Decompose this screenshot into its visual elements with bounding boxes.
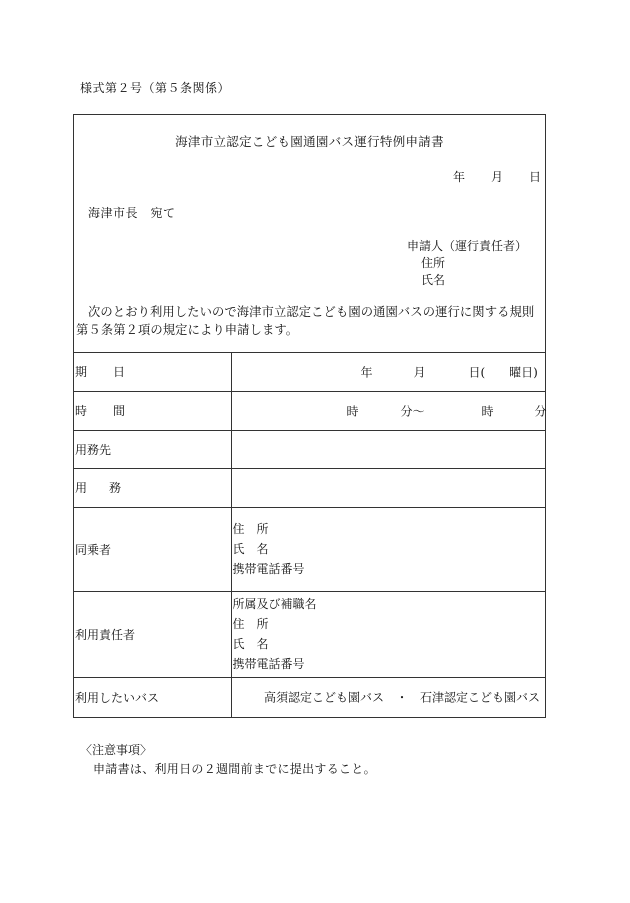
addressee: 海津市長 宛て <box>88 206 176 220</box>
business-label: 用務 <box>75 481 144 495</box>
applicant-block <box>407 238 527 289</box>
date-month-unit: 月 <box>413 365 426 380</box>
time-hour-from-unit: 時 <box>346 404 359 418</box>
bus-options: 高須認定こども園バス ・ 石津認定こども園バス <box>263 690 540 705</box>
date-year-label: 年 <box>453 170 466 184</box>
date-label: 期日 <box>75 365 152 380</box>
business-value-cell[interactable] <box>231 468 545 507</box>
business-label-cell <box>74 468 231 507</box>
responsible-value-cell[interactable] <box>231 591 545 677</box>
passenger-label: 同乗者 <box>75 542 112 557</box>
time-hour-to-unit: 時 <box>481 404 494 418</box>
date-month-label: 月 <box>491 170 504 184</box>
row-bus <box>74 677 545 717</box>
application-statement: 次のとおり利用したいので海津市立認定こども園の通園バスの運行に関する規則第５条第２項の規定により申請します。 <box>76 305 535 337</box>
application-form <box>73 114 546 718</box>
row-business <box>74 468 545 507</box>
form-title: 海津市立認定こども園通園バス運行特例申請書 <box>175 134 444 149</box>
date-value-cell[interactable] <box>231 353 545 391</box>
row-responsible <box>74 591 545 677</box>
date-year-unit: 年 <box>360 365 373 380</box>
responsible-phone-label: 携帯電話番号 <box>232 657 305 671</box>
passenger-value-cell[interactable] <box>231 507 545 591</box>
row-destination <box>74 430 545 468</box>
bus-value-cell[interactable] <box>231 677 545 717</box>
row-date <box>74 353 545 391</box>
row-passenger <box>74 507 545 591</box>
responsible-name-label: 氏 名 <box>232 637 269 651</box>
notes-body: 申請書は、利用日の２週間前までに提出すること。 <box>93 762 376 776</box>
application-fields-table <box>74 353 545 717</box>
responsible-position-label: 所属及び補職名 <box>232 597 317 611</box>
applicant-role: 申請人（運行責任者） <box>407 239 528 253</box>
date-day-weekday-unit: 日( 曜日) <box>468 365 538 380</box>
applicant-address-label: 住所 <box>421 256 446 270</box>
time-label: 時間 <box>75 404 152 418</box>
bus-label-cell <box>74 677 231 717</box>
time-minute-from-unit: 分～ <box>400 404 425 418</box>
application-date <box>453 168 543 184</box>
passenger-label-cell <box>74 507 231 591</box>
responsible-address-label: 住 所 <box>232 617 269 631</box>
time-label-cell <box>74 391 231 430</box>
form-number: 様式第２号（第５条関係） <box>80 81 231 95</box>
passenger-name-label: 氏 名 <box>232 542 269 556</box>
passenger-phone-label: 携帯電話番号 <box>232 562 305 576</box>
destination-label-cell <box>74 430 231 468</box>
responsible-label-cell <box>74 591 231 677</box>
applicant-name-label: 氏名 <box>421 273 446 287</box>
notes-heading: 〈注意事項〉 <box>80 743 153 757</box>
row-time <box>74 391 545 430</box>
date-day-label: 日 <box>529 170 542 184</box>
destination-value-cell[interactable] <box>231 430 545 468</box>
responsible-label: 利用責任者 <box>75 627 136 642</box>
date-label-cell <box>74 353 231 391</box>
form-header-section <box>74 115 545 353</box>
passenger-address-label: 住 所 <box>232 522 269 536</box>
bus-label: 利用したいバス <box>75 690 160 705</box>
time-minute-to-unit: 分 <box>534 404 547 418</box>
time-value-cell[interactable] <box>231 391 545 430</box>
destination-label: 用務先 <box>75 442 112 457</box>
